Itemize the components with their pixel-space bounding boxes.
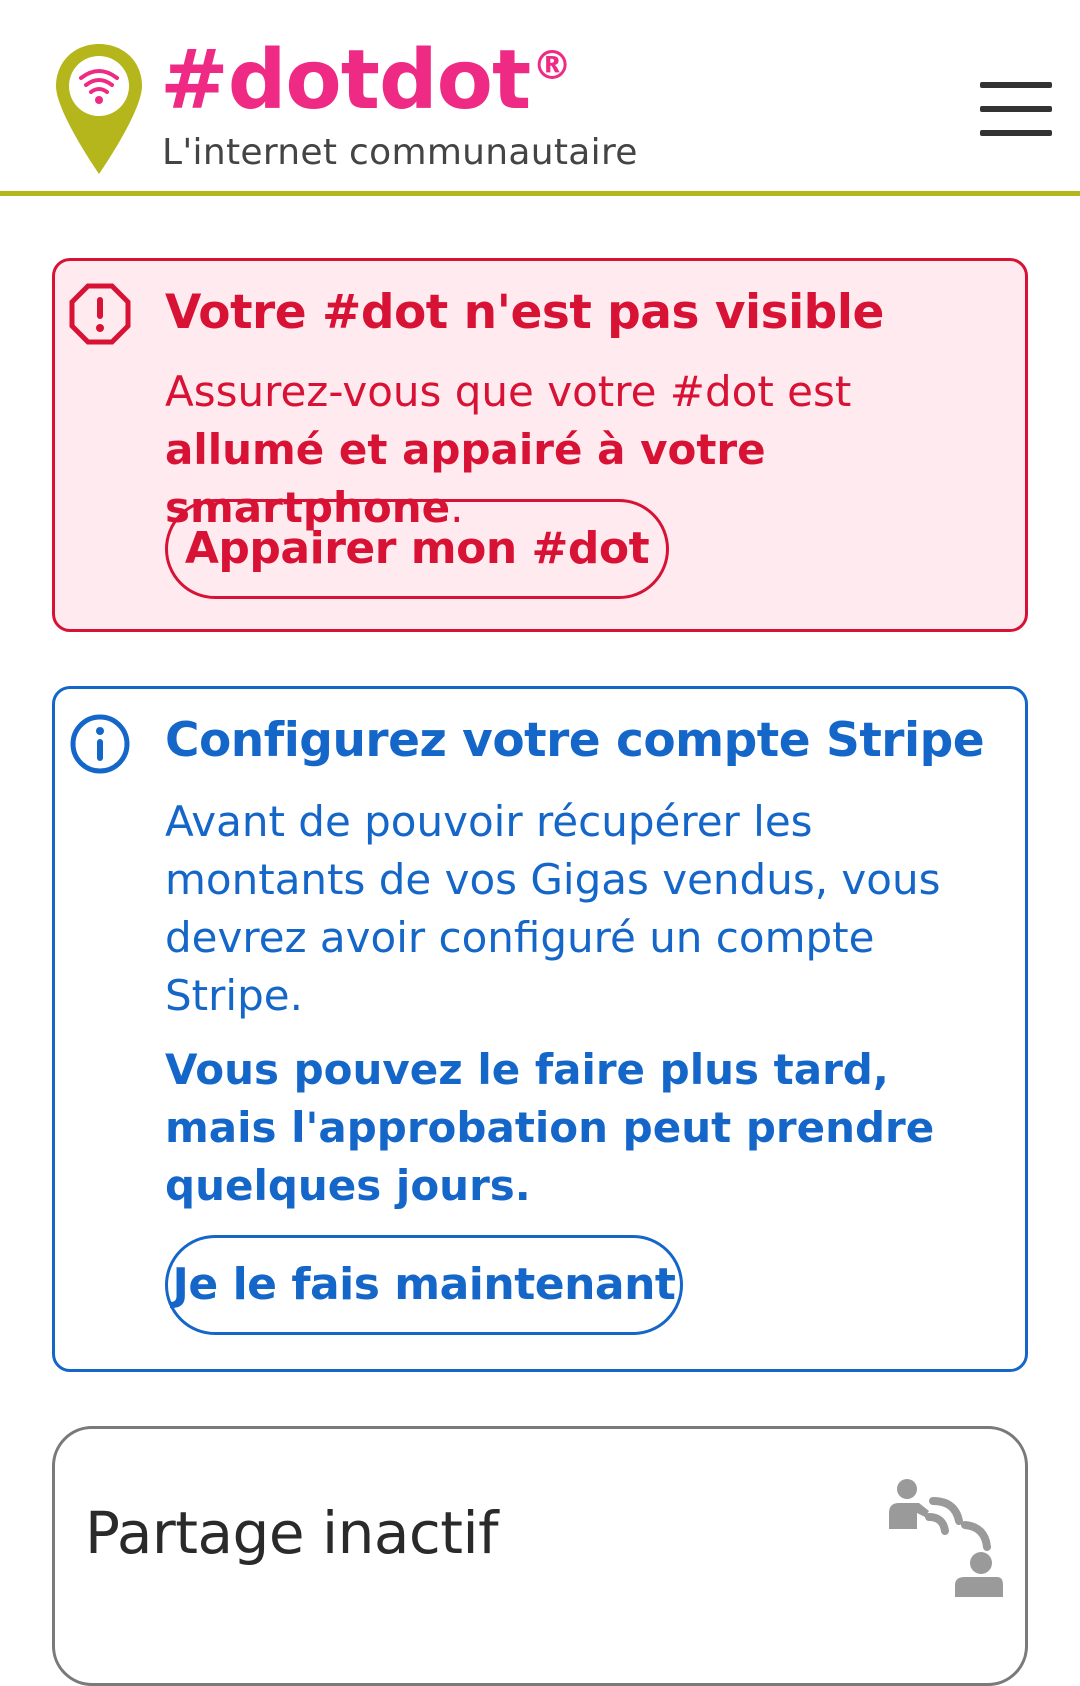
menu-bar [980,130,1052,136]
hamburger-menu-icon[interactable] [980,82,1052,138]
brand-name [160,33,572,128]
info-circle-icon [69,713,131,775]
alert-message-bold: allumé et appairé à votre smartphone [165,425,766,532]
sharing-status-card[interactable] [52,1426,1028,1686]
brand-tagline: L'internet communautaire [162,132,638,173]
dot-not-visible-alert [52,258,1028,632]
warning-octagon-icon [69,283,131,345]
sharing-users-wifi-icon [885,1477,1005,1597]
brand-text: #dotdot [160,33,531,128]
info-message: Avant de pouvoir récupérer les montants de vos Gigas vendus, vous devrez avoir configuré un compte Stripe. [165,797,941,1020]
sharing-status-title: Partage inactif [85,1499,499,1567]
alert-title: Votre #dot n'est pas visible [165,285,884,340]
registered-mark: ® [532,43,572,89]
alert-message-line: Assurez-vous que votre #dot est [165,367,852,416]
menu-bar [980,82,1052,88]
stripe-setup-info [52,686,1028,1372]
location-pin-wifi-icon [54,42,144,176]
alert-message-end: . [450,483,464,532]
info-title: Configurez votre compte Stripe [165,713,985,768]
menu-bar [980,106,1052,112]
pair-dot-button[interactable]: Appairer mon #dot [165,499,669,599]
setup-stripe-now-button[interactable]: Je le fais maintenant [165,1235,683,1335]
app-header [0,0,1080,196]
info-message-bold: Vous pouvez le faire plus tard, mais l'approbation peut prendre quelques jours. [165,1045,935,1210]
